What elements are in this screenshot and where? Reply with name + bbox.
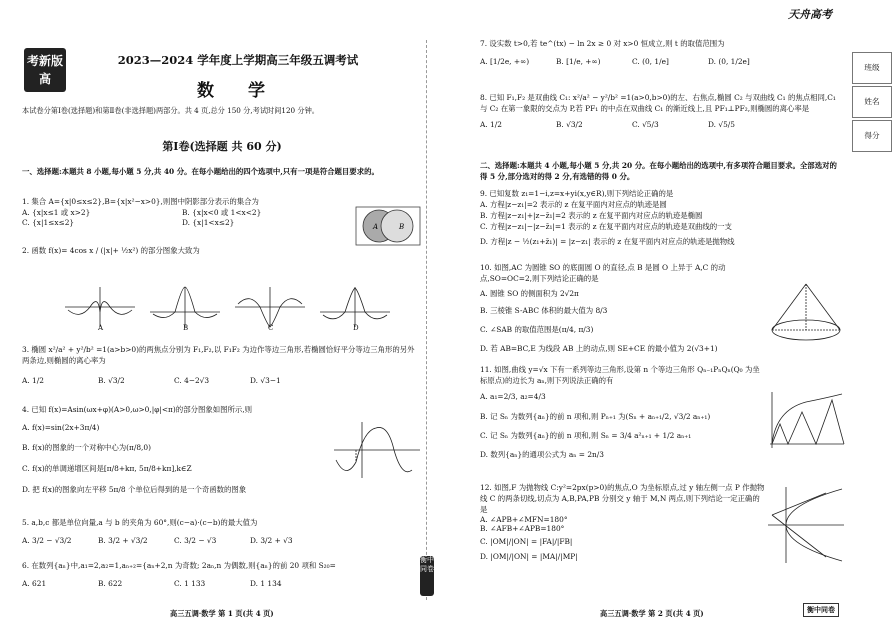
subject-title: 数 学	[197, 81, 279, 101]
q4-option-c: C. f(x)的单调递增区间是[π/8+kπ, 5π/8+kπ],k∈Z	[22, 464, 192, 473]
q3-option-b: B. √3/2	[98, 376, 125, 385]
name-box: 姓名	[852, 86, 892, 118]
exam-title: 2023—2024 学年度上学期高三年级五调考试	[117, 53, 359, 67]
footer-left: 高三五调·数学 第 1 页(共 4 页)	[170, 609, 274, 618]
q2-stem: 2. 函数 f(x)= 4cos x / (|x|+ ½x²) 的部分图象大致为	[22, 246, 200, 255]
score-box: 得分	[852, 120, 892, 152]
q1-option-d: D. {x|1<x≤2}	[182, 218, 235, 227]
q5-stem: 5. a,b,c 都是单位向量,a 与 b 的夹角为 60°,则(c−a)·(c−b)的最大值为	[22, 518, 258, 527]
q12-stem: 12. 如图,F 为抛物线 C:y²=2px(p>0)的焦点,O 为坐标原点,过 y 轴左侧一点 P 作抛物线 C 的两条切线,切点为 A,B,PA,PB 分别交 y 轴于 M,N 两点,则下列结论一定正确的是	[480, 483, 765, 514]
q10-option-d: D. 若 AB=BC,E 为线段 AB 上的动点,则 SE+CE 的最小值为 2(√3+1)	[480, 344, 718, 353]
hengzhong-stamp: 衡中同卷	[420, 556, 434, 596]
q8-option-c: C. √5/3	[632, 120, 659, 129]
q9-stem: 9. 已知复数 z₁=1−i,z=x+yi(x,y∈R),则下列结论正确的是	[480, 189, 674, 198]
brand-logo: 天舟高考	[788, 8, 832, 21]
q11-triangles-figure	[766, 390, 846, 452]
q9-option-a: A. 方程|z−z₁|=2 表示的 z 在复平面内对应点的轨迹是圆	[480, 200, 667, 209]
q1-stem: 1. 集合 A={x|0≤x≤2},B={x|x²−x>0},则图中阴影部分表示的集合为	[22, 197, 259, 206]
q7-option-b: B. [1/e, +∞)	[556, 57, 601, 66]
footer-right: 高三五调·数学 第 2 页(共 4 页)	[600, 609, 704, 618]
q1-option-b: B. {x|x<0 或 1<x<2}	[182, 208, 262, 217]
q2-label-a: A	[98, 324, 104, 332]
q3-option-a: A. 1/2	[22, 376, 44, 385]
q9-option-b: B. 方程|z−z₁|+|z−z̄₁|=2 表示的 z 在复平面内对应点的轨迹是椭圆	[480, 211, 703, 220]
q8-option-a: A. 1/2	[480, 120, 502, 129]
q7-stem: 7. 设实数 t>0,若 te^(tx) − ln 2x ≥ 0 对 x>0 恒成立,则 t 的取值范围为	[480, 39, 725, 48]
q5-option-b: B. 3/2 + √3/2	[98, 536, 148, 545]
question-7	[480, 38, 840, 66]
section2-heading: 二、选择题:本题共 4 小题,每小题 5 分,共 20 分。在每小题给出的选项中,有多项符合题目要求。全部选对的得 5 分,部分选对的得 2 分,有选错的得 0 分。	[480, 161, 837, 181]
question-1	[22, 196, 352, 227]
q12-parabola-figure	[766, 485, 846, 565]
q10-cone-figure	[766, 280, 846, 344]
venn-label-a: A	[373, 223, 379, 231]
q4-sine-graph	[332, 420, 422, 480]
venn-diagram	[355, 206, 421, 246]
q5-option-d: D. 3/2 + √3	[250, 536, 293, 545]
question-6	[22, 560, 417, 588]
q1-option-c: C. {x|1≤x≤2}	[22, 218, 75, 227]
q10-option-a: A. 圆锥 SO 的侧面积为 2√2π	[480, 289, 579, 298]
hengzhong-label: 衡中同卷	[803, 603, 839, 617]
q3-option-d: D. √3−1	[250, 376, 281, 385]
q2-label-d: D	[353, 324, 359, 332]
q8-stem: 8. 已知 F₁,F₂ 是双曲线 C₁: x²/a² − y²/b² =1(a>0,b>0)的左、右焦点,椭圆 C₂ 与双曲线 C₁ 的焦点相同,C₁ 与 C₂ 在第一象限的交点为 P,若 PF₁ 的中点在双曲线 C₁ 的渐近线上,且 PF₁⊥PF₂,则椭圆的离心率是	[480, 93, 836, 113]
q3-stem: 3. 椭圆 x²/a² + y²/b² =1(a>b>0)的两焦点分别为 F₁,F₂,以 F₁F₂ 为边作等边三角形,若椭圆恰好平分等边三角形的另外两条边,则椭圆的离心率为	[22, 345, 415, 365]
q2-label-c: C	[268, 324, 274, 332]
q8-option-b: B. √3/2	[556, 120, 583, 129]
q6-option-d: D. 1 134	[250, 579, 282, 588]
q11-stem: 11. 如图,曲线 y=√x 下有一系列等边三角形,设第 n 个等边三角形 Qₙ₋₁PₙQₙ(Q₀ 为坐标原点)的边长为 aₙ,则下列说法正确的有	[480, 365, 760, 385]
exam-intro: 本试卷分第Ⅰ卷(选择题)和第Ⅱ卷(非选择题)两部分。共 4 页,总分 150 分,考试时间120 分钟。	[22, 106, 319, 115]
question-12	[480, 482, 765, 561]
q9-option-d: D. 方程|z − ½(z₁+z̄₁)| = |z−z₁| 表示的 z 在复平面内对应点的轨迹是抛物线	[480, 237, 735, 246]
q6-stem: 6. 在数列{aₙ}中,a₁=2,a₂=1,aₙ₊₂={aₙ+2,n 为奇数; 2aₙ,n 为偶数,则{aₙ}的前 20 项和 S₂₀=	[22, 561, 336, 570]
question-5	[22, 517, 417, 545]
q8-option-d: D. √5/5	[708, 120, 735, 129]
q2-label-b: B	[183, 324, 189, 332]
q4-option-d: D. 把 f(x)的图象向左平移 5π/8 个单位后得到的是一个奇函数的图象	[22, 485, 247, 494]
question-3	[22, 344, 417, 385]
question-8	[480, 92, 840, 129]
q11-option-d: D. 数列{aₙ}的通项公式为 aₙ = 2n/3	[480, 450, 604, 459]
q11-option-b: B. 记 Sₙ 为数列{aₙ}的前 n 项和,则 Pₙ₊₁ 为(Sₙ + aₙ₊₁/2, √3/2 aₙ₊₁)	[480, 412, 711, 421]
venn-label-b: B	[399, 223, 405, 231]
q9-option-c: C. 方程|z−z₁|−|z−z̄₁|=1 表示的 z 在复平面内对应点的轨迹是双曲线的一支	[480, 222, 732, 231]
q4-stem: 4. 已知 f(x)=Asin(ωx+φ)(A>0,ω>0,|φ|<π)的部分图象如图所示,则	[22, 405, 253, 414]
q4-option-a: A. f(x)=sin(2x+3π/4)	[22, 423, 100, 432]
q12-option-b: B. ∠AFB+∠APB=180°	[480, 524, 565, 533]
q12-option-d: D. |OM|/|ON| = |MA|/|MP|	[480, 552, 578, 561]
question-11	[480, 364, 765, 460]
class-box: 班级	[852, 52, 892, 84]
q7-option-c: C. (0, 1/e]	[632, 57, 669, 66]
q7-option-a: A. [1/2e, +∞)	[480, 57, 530, 66]
q6-option-b: B. 622	[98, 579, 123, 588]
new-edition-badge: 考新版高	[24, 48, 66, 92]
q11-option-a: A. a₁=2/3, a₂=4/3	[480, 392, 546, 401]
question-9	[480, 188, 840, 247]
q5-option-c: C. 3/2 − √3	[174, 536, 217, 545]
q6-option-a: A. 621	[22, 579, 47, 588]
q12-option-c: C. |OM|/|ON| = |FA|/|FB|	[480, 537, 573, 546]
q10-option-c: C. ∠SAB 的取值范围是(π/4, π/3)	[480, 325, 594, 334]
question-10	[480, 262, 755, 354]
q3-option-c: C. 4−2√3	[174, 376, 210, 385]
q1-option-a: A. {x|x≤1 或 x>2}	[22, 208, 91, 217]
question-4	[22, 404, 322, 495]
q11-option-c: C. 记 Sₙ 为数列{aₙ}的前 n 项和,则 Sₙ = 3/4 a²ₙ₊₁ + 1/2 aₙ₊₁	[480, 431, 692, 440]
q7-option-d: D. (0, 1/2e]	[708, 57, 750, 66]
q10-option-b: B. 三棱锥 S-ABC 体积的最大值为 8/3	[480, 306, 608, 315]
q6-option-c: C. 1 133	[174, 579, 206, 588]
part1-heading: 第Ⅰ卷(选择题 共 60 分)	[162, 140, 282, 153]
section1-heading: 一、选择题:本题共 8 小题,每小题 5 分,共 40 分。在每小题给出的四个选项中,只有一项是符合题目要求的。	[22, 167, 379, 176]
q10-stem: 10. 如图,AC 为圆锥 SO 的底面圆 O 的直径,点 B 是圆 O 上异于 A,C 的动点,SO=OC=2,则下列结论正确的是	[480, 263, 726, 283]
page-divider	[426, 40, 428, 600]
q4-option-b: B. f(x)的图象的一个对称中心为(π/8,0)	[22, 443, 151, 452]
q5-option-a: A. 3/2 − √3/2	[22, 536, 72, 545]
q12-option-a: A. ∠APB+∠MFN=180°	[480, 515, 568, 524]
